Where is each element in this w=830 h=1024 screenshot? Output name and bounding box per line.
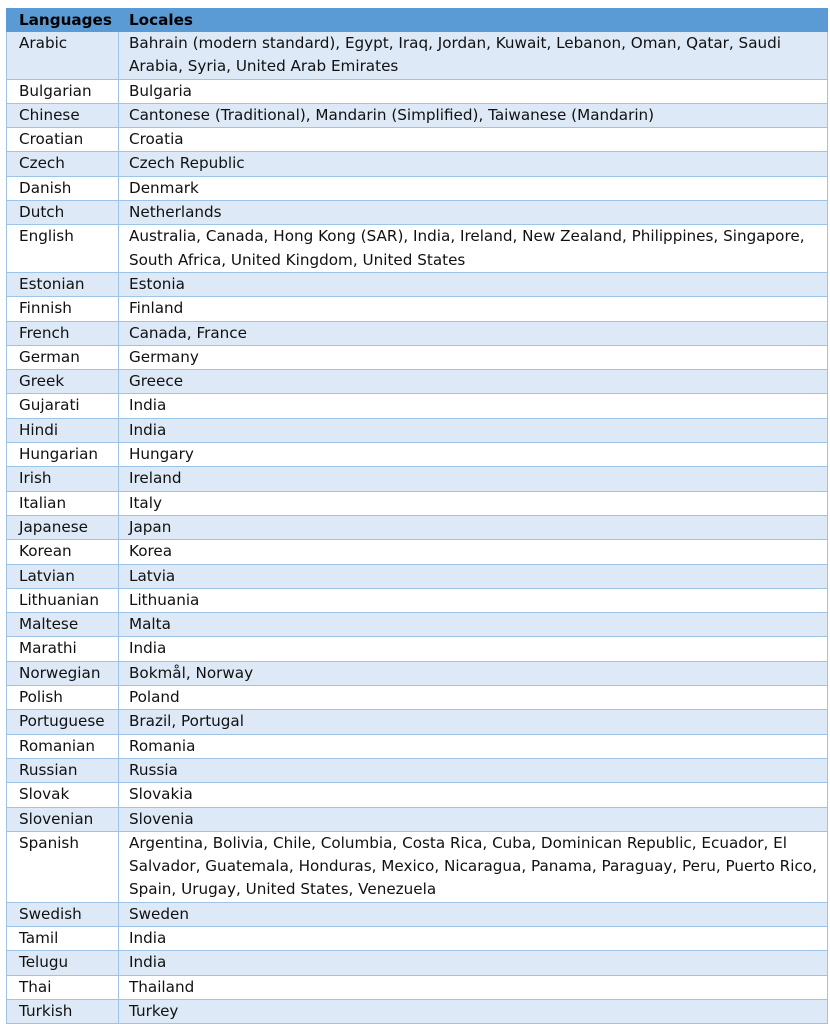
table-row: [7, 32, 828, 80]
language-cell: Greek: [7, 370, 119, 394]
locales-cell: Latvia: [119, 564, 828, 588]
table-row: [7, 491, 828, 515]
locales-cell: Italy: [119, 491, 828, 515]
locales-cell: Poland: [119, 686, 828, 710]
table-row: [7, 637, 828, 661]
table-row: [7, 272, 828, 296]
table-row: [7, 951, 828, 975]
locales-cell: India: [119, 418, 828, 442]
table-row: [7, 225, 828, 273]
locales-cell: India: [119, 394, 828, 418]
locales-cell: Sweden: [119, 902, 828, 926]
locales-cell: Argentina, Bolivia, Chile, Columbia, Costa Rica, Cuba, Dominican Republic, Ecuador, El Salvador, Guatemala, Honduras, Mexico, Nicaragua, Panama, Paraguay, Peru, Puerto Rico, Spain, Urugay, United States, Venezuela: [119, 831, 828, 902]
locales-cell: Croatia: [119, 128, 828, 152]
table-row: [7, 370, 828, 394]
table-row: [7, 831, 828, 902]
table-row: [7, 902, 828, 926]
locales-cell: Thailand: [119, 975, 828, 999]
table-row: [7, 515, 828, 539]
locales-cell: Finland: [119, 297, 828, 321]
table-row: [7, 807, 828, 831]
table-row: [7, 176, 828, 200]
table-row: [7, 975, 828, 999]
table-row: [7, 926, 828, 950]
locales-cell: India: [119, 951, 828, 975]
table-row: [7, 588, 828, 612]
locales-cell: Lithuania: [119, 588, 828, 612]
locales-cell: Denmark: [119, 176, 828, 200]
table-row: [7, 734, 828, 758]
locales-cell: Netherlands: [119, 201, 828, 225]
language-cell: Latvian: [7, 564, 119, 588]
locales-cell: Germany: [119, 345, 828, 369]
table-row: [7, 564, 828, 588]
language-cell: Tamil: [7, 926, 119, 950]
table-row: [7, 103, 828, 127]
language-cell: Telugu: [7, 951, 119, 975]
table-row: [7, 152, 828, 176]
locales-cell: India: [119, 926, 828, 950]
table-row: [7, 201, 828, 225]
language-cell: Slovak: [7, 783, 119, 807]
language-cell: Swedish: [7, 902, 119, 926]
locales-cell: Bahrain (modern standard), Egypt, Iraq, Jordan, Kuwait, Lebanon, Oman, Qatar, Saudi Arabia, Syria, United Arab Emirates: [119, 32, 828, 80]
table-row: [7, 686, 828, 710]
locales-cell: India: [119, 637, 828, 661]
languages-column-header: Languages: [7, 9, 119, 32]
language-cell: French: [7, 321, 119, 345]
locales-cell: Slovakia: [119, 783, 828, 807]
language-cell: Romanian: [7, 734, 119, 758]
table-row: [7, 999, 828, 1023]
locales-cell: Estonia: [119, 272, 828, 296]
language-cell: Estonian: [7, 272, 119, 296]
language-cell: Maltese: [7, 613, 119, 637]
table-row: [7, 418, 828, 442]
table-row: [7, 758, 828, 782]
table-row: [7, 467, 828, 491]
locales-cell: Hungary: [119, 443, 828, 467]
language-cell: Polish: [7, 686, 119, 710]
language-cell: Marathi: [7, 637, 119, 661]
table-body: [7, 32, 828, 1024]
locales-cell: Greece: [119, 370, 828, 394]
table-row: [7, 128, 828, 152]
language-cell: German: [7, 345, 119, 369]
locales-cell: Russia: [119, 758, 828, 782]
locales-cell: Slovenia: [119, 807, 828, 831]
locales-cell: Bulgaria: [119, 79, 828, 103]
table-row: [7, 613, 828, 637]
language-cell: Slovenian: [7, 807, 119, 831]
language-cell: Japanese: [7, 515, 119, 539]
language-cell: Hungarian: [7, 443, 119, 467]
locales-cell: Malta: [119, 613, 828, 637]
table-row: [7, 345, 828, 369]
language-cell: Italian: [7, 491, 119, 515]
table-row: [7, 321, 828, 345]
language-cell: Norwegian: [7, 661, 119, 685]
language-cell: Gujarati: [7, 394, 119, 418]
locales-column-header: Locales: [119, 9, 828, 32]
table-row: [7, 661, 828, 685]
table-row: [7, 710, 828, 734]
language-cell: Portuguese: [7, 710, 119, 734]
language-cell: Thai: [7, 975, 119, 999]
language-cell: Croatian: [7, 128, 119, 152]
language-cell: Finnish: [7, 297, 119, 321]
locales-cell: Ireland: [119, 467, 828, 491]
locales-cell: Canada, France: [119, 321, 828, 345]
language-cell: Arabic: [7, 32, 119, 80]
table-header-row: [7, 9, 828, 32]
locales-cell: Australia, Canada, Hong Kong (SAR), India, Ireland, New Zealand, Philippines, Singapore, South Africa, United Kingdom, United States: [119, 225, 828, 273]
locales-cell: Cantonese (Traditional), Mandarin (Simplified), Taiwanese (Mandarin): [119, 103, 828, 127]
language-cell: Chinese: [7, 103, 119, 127]
locales-cell: Bokmål, Norway: [119, 661, 828, 685]
locales-cell: Czech Republic: [119, 152, 828, 176]
language-cell: Russian: [7, 758, 119, 782]
locales-cell: Korea: [119, 540, 828, 564]
language-cell: Spanish: [7, 831, 119, 902]
language-cell: Turkish: [7, 999, 119, 1023]
language-cell: Lithuanian: [7, 588, 119, 612]
table-row: [7, 297, 828, 321]
language-cell: Hindi: [7, 418, 119, 442]
language-cell: Czech: [7, 152, 119, 176]
locales-cell: Brazil, Portugal: [119, 710, 828, 734]
language-cell: English: [7, 225, 119, 273]
language-cell: Dutch: [7, 201, 119, 225]
language-cell: Irish: [7, 467, 119, 491]
language-cell: Danish: [7, 176, 119, 200]
language-cell: Bulgarian: [7, 79, 119, 103]
table-row: [7, 443, 828, 467]
locales-cell: Japan: [119, 515, 828, 539]
table-row: [7, 79, 828, 103]
table-row: [7, 394, 828, 418]
locales-cell: Turkey: [119, 999, 828, 1023]
locales-cell: Romania: [119, 734, 828, 758]
table-row: [7, 540, 828, 564]
table-row: [7, 783, 828, 807]
language-cell: Korean: [7, 540, 119, 564]
languages-locales-table: [6, 8, 828, 1024]
